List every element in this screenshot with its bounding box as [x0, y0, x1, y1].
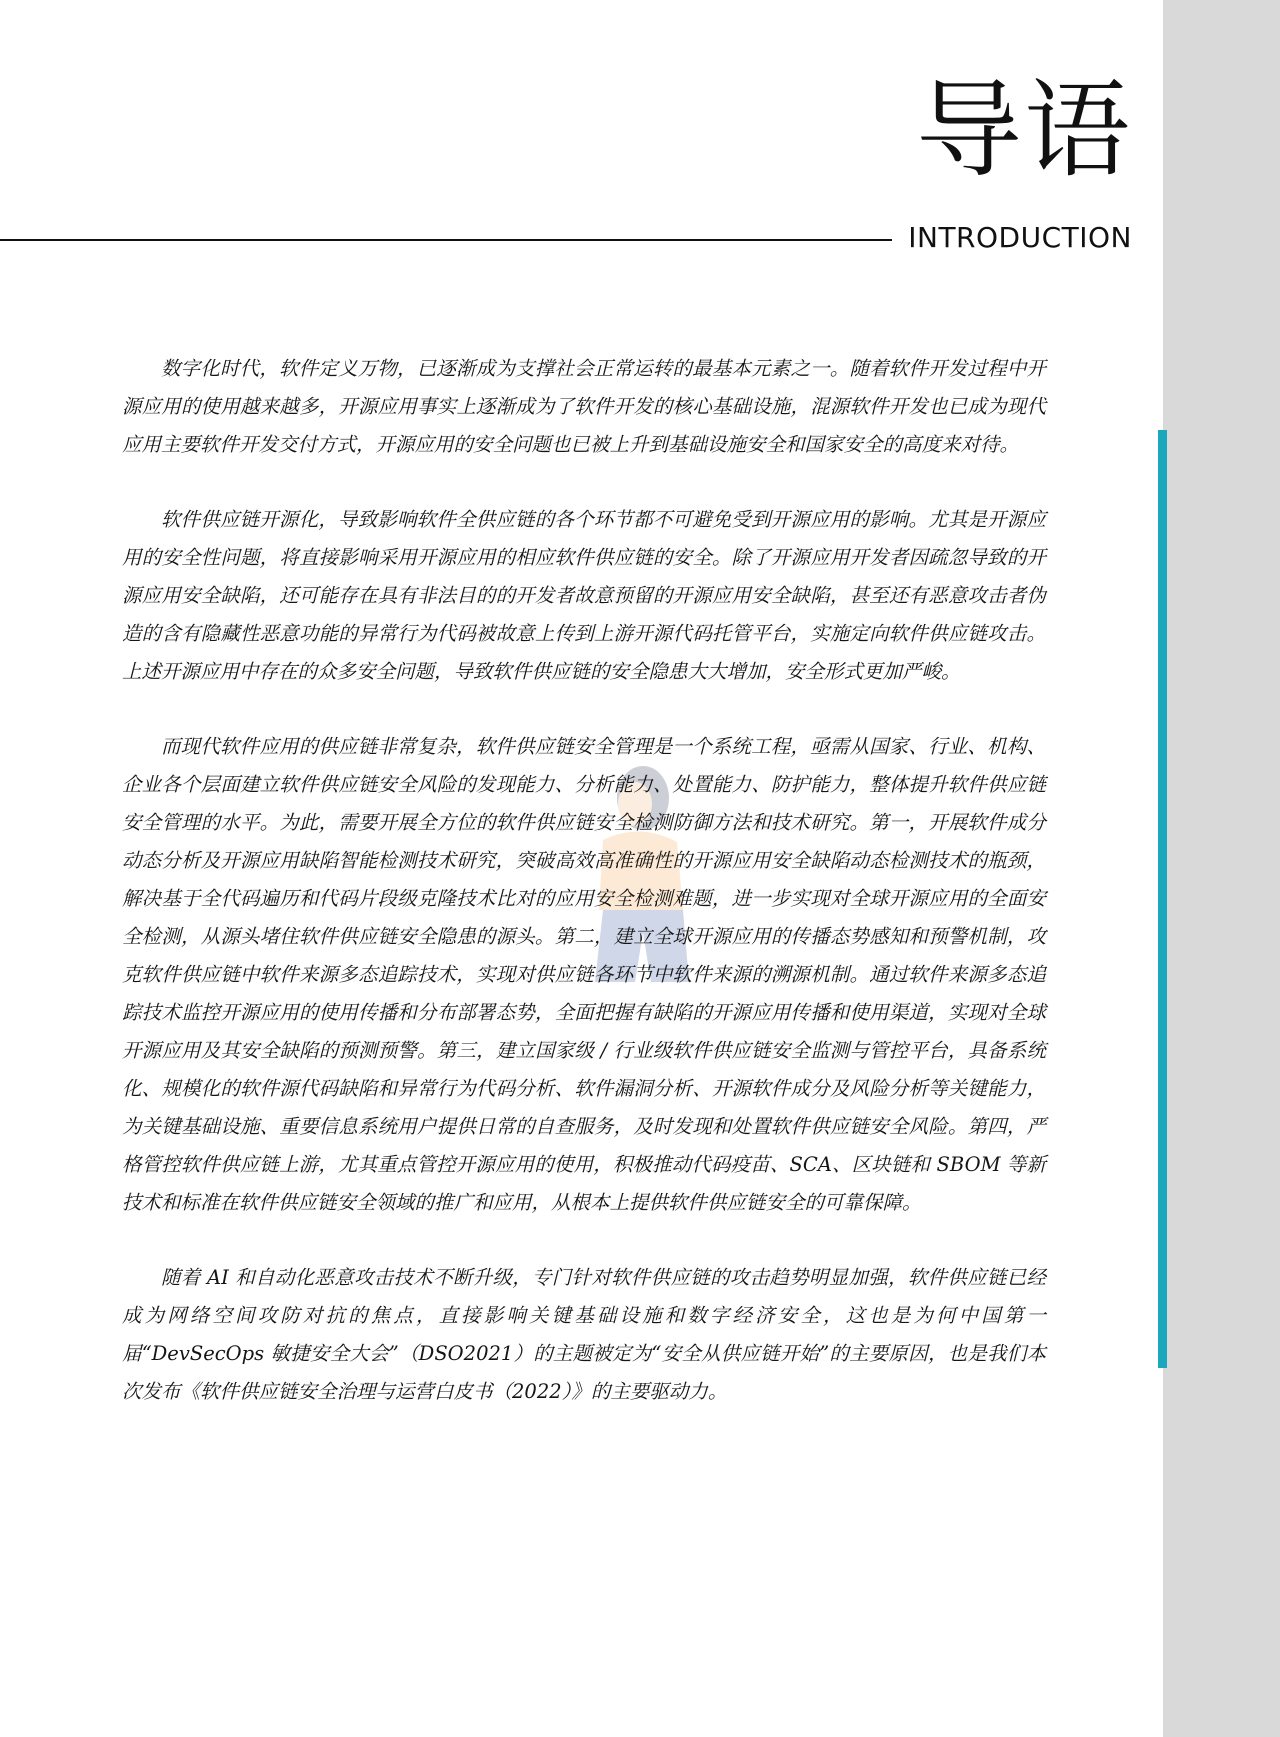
paragraph-4: 随着 AI 和自动化恶意攻击技术不断升级，专门针对软件供应链的攻击趋势明显加强，软件供应链已经成为网络空间攻防对抗的焦点，直接影响关键基础设施和数字经济安全，这也是为何中国第一届“DevSecOps 敏捷安全大会”（DSO2021）的主题被定为“安全从供应链开始”的主要原因，也是我们本次发布《软件供应链安全治理与运营白皮书（2022）》的主要驱动力。 [122, 1266, 1046, 1403]
header-divider [0, 239, 892, 241]
paragraph-3: 而现代软件应用的供应链非常复杂，软件供应链安全管理是一个系统工程，亟需从国家、行业、机构、企业各个层面建立软件供应链安全风险的发现能力、分析能力、处置能力、防护能力，整体提升软件供应链安全管理的水平。为此，需要开展全方位的软件供应链安全检测防御方法和技术研究。第一，开展软件成分动态分析及开源应用缺陷智能检测技术研究，突破高效高准确性的开源应用安全缺陷动态检测技术的瓶颈，解决基于全代码遍历和代码片段级克隆技术比对的应用安全检测难题，进一步实现对全球开源应用的全面安全检测，从源头堵住软件供应链安全隐患的源头。第二，建立全球开源应用的传播态势感知和预警机制，攻克软件供应链中软件来源多态追踪技术，实现对供应链各环节中软件来源的溯源机制。通过软件来源多态追踪技术监控开源应用的使用传播和分布部署态势，全面把握有缺陷的开源应用传播和使用渠道，实现对全球开源应用及其安全缺陷的预测预警。第三，建立国家级 / 行业级软件供应链安全监测与管控平台，具备系统化、规模化的软件源代码缺陷和异常行为代码分析、软件漏洞分析、开源软件成分及风险分析等关键能力，为关键基础设施、重要信息系统用户提供日常的自查服务，及时发现和处置软件供应链安全风险。第四，严格管控软件供应链上游，尤其重点管控开源应用的使用，积极推动代码疫苗、SCA、区块链和 SBOM 等新技术和标准在软件供应链安全领域的推广和应用，从根本上提供软件供应链安全的可靠保障。 [122, 735, 1046, 1214]
page-subtitle: INTRODUCTION [908, 221, 1132, 254]
paragraph-1: 数字化时代，软件定义万物，已逐渐成为支撑社会正常运转的最基本元素之一。随着软件开发过程中开源应用的使用越来越多，开源应用事实上逐渐成为了软件开发的核心基础设施，混源软件开发也已成为现代应用主要软件开发交付方式，开源应用的安全问题也已被上升到基础设施安全和国家安全的高度来对待。 [122, 357, 1046, 456]
body-text [122, 350, 1046, 1448]
paragraph-2: 软件供应链开源化，导致影响软件全供应链的各个环节都不可避免受到开源应用的影响。尤其是开源应用的安全性问题，将直接影响采用开源应用的相应软件供应链的安全。除了开源应用开发者因疏忽导致的开源应用安全缺陷，还可能存在具有非法目的的开发者故意预留的开源应用安全缺陷，甚至还有恶意攻击者伪造的含有隐藏性恶意功能的异常行为代码被故意上传到上游开源代码托管平台，实施定向软件供应链攻击。上述开源应用中存在的众多安全问题，导致软件供应链的安全隐患大大增加，安全形式更加严峻。 [122, 508, 1046, 683]
accent-bar [1158, 430, 1167, 1368]
page-title: 导语 [916, 69, 1132, 192]
side-panel [1163, 0, 1280, 1737]
